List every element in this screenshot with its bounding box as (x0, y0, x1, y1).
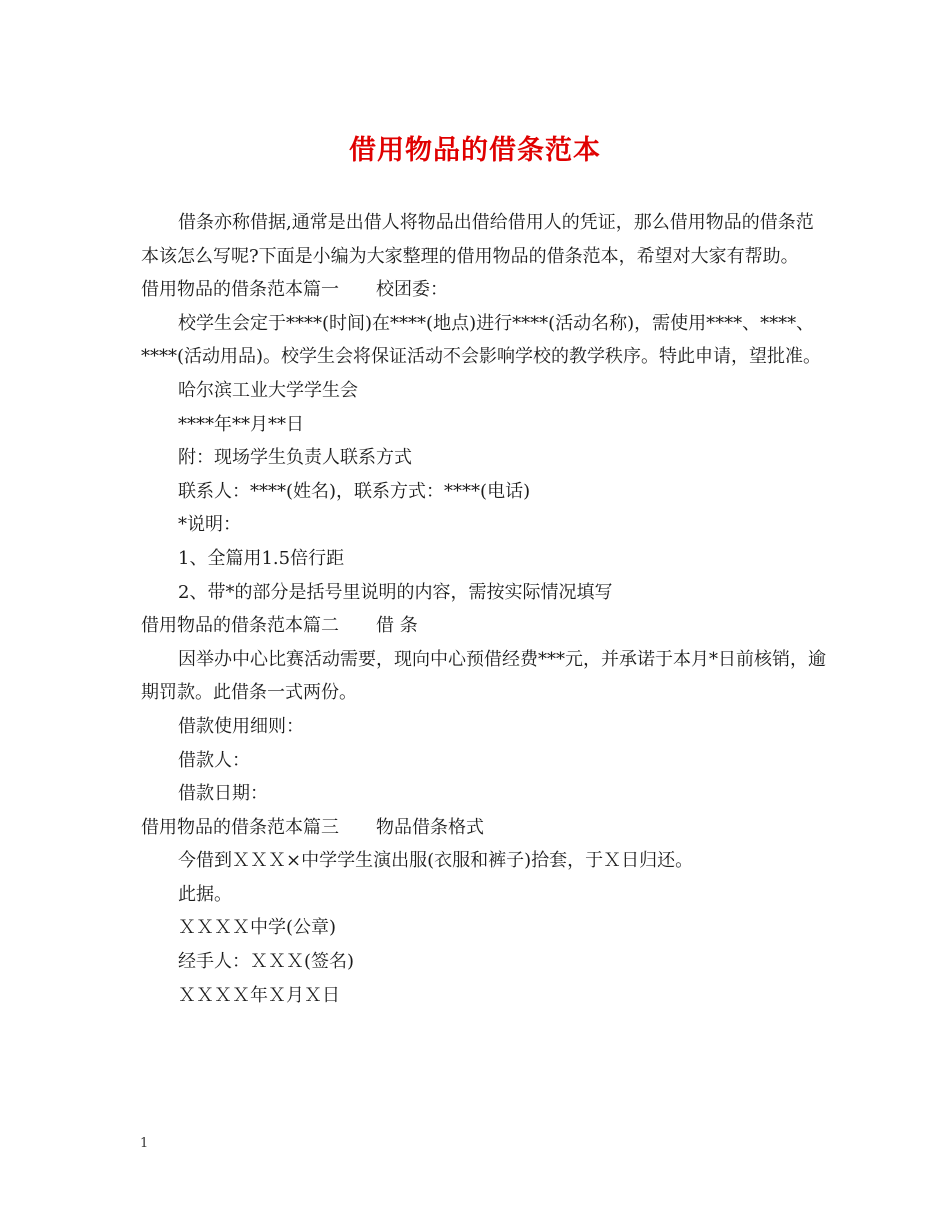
section2-line: 借款使用细则： (178, 715, 304, 737)
section1-subheading: 校团委： (376, 279, 448, 301)
section3-heading-line (141, 811, 831, 845)
section2-subheading: 借 条 (376, 615, 418, 637)
section1-line: 哈尔滨工业大学学生会 (178, 379, 358, 401)
section3-line: 今借到ＸＸＸ×中学学生演出服(衣服和裤子)拾套，于Ｘ日归还。 (178, 850, 694, 872)
section1-heading: 借用物品的借条范本篇一 (141, 279, 339, 301)
section1-line: *说明： (178, 514, 241, 536)
section3-line: 此据。 (178, 883, 232, 905)
section1-line: ****年**月**日 (178, 413, 304, 435)
section1-line: 1、全篇用1.5倍行距 (178, 547, 345, 569)
section1-heading-line (141, 273, 831, 307)
section2-heading: 借用物品的借条范本篇二 (141, 615, 339, 637)
section2-line: 借款人： (178, 749, 250, 771)
section3-heading: 借用物品的借条范本篇三 (141, 816, 339, 838)
page-number: 1 (140, 1136, 149, 1151)
section1-line: 联系人：****(姓名)，联系方式：****(电话) (178, 480, 531, 502)
document-body (141, 206, 831, 1012)
section2-heading-line (141, 609, 831, 643)
section3-line: ＸＸＸＸ年Ｘ月Ｘ日 (178, 984, 340, 1006)
document-title: 借用物品的借条范本 (349, 135, 601, 166)
section3-subheading: 物品借条格式 (376, 816, 484, 838)
section2-body: 因举办中心比赛活动需要，现向中心预借经费***元，并承诺于本月*日前核销，逾期罚款。此借条一式两份。 (141, 648, 826, 704)
section1-line: 附：现场学生负责人联系方式 (178, 447, 412, 469)
intro-paragraph: 借条亦称借据,通常是出借人将物品出借给借用人的凭证，那么借用物品的借条范本该怎么写呢?下面是小编为大家整理的借用物品的借条范本，希望对大家有帮助。 (141, 212, 814, 267)
section3-line: ＸＸＸＸ中学(公章) (178, 917, 337, 939)
section1-body: 校学生会定于****(时间)在****(地点)进行****(活动名称)，需使用****、****、****(活动用品)。校学生会将保证活动不会影响学校的教学秩序。特此申请，望批准。 (141, 312, 822, 368)
section1-line: 2、带*的部分是括号里说明的内容，需按实际情况填写 (178, 581, 613, 603)
section2-line: 借款日期： (178, 783, 268, 805)
section3-line: 经手人：ＸＸＸ(签名) (178, 951, 355, 973)
